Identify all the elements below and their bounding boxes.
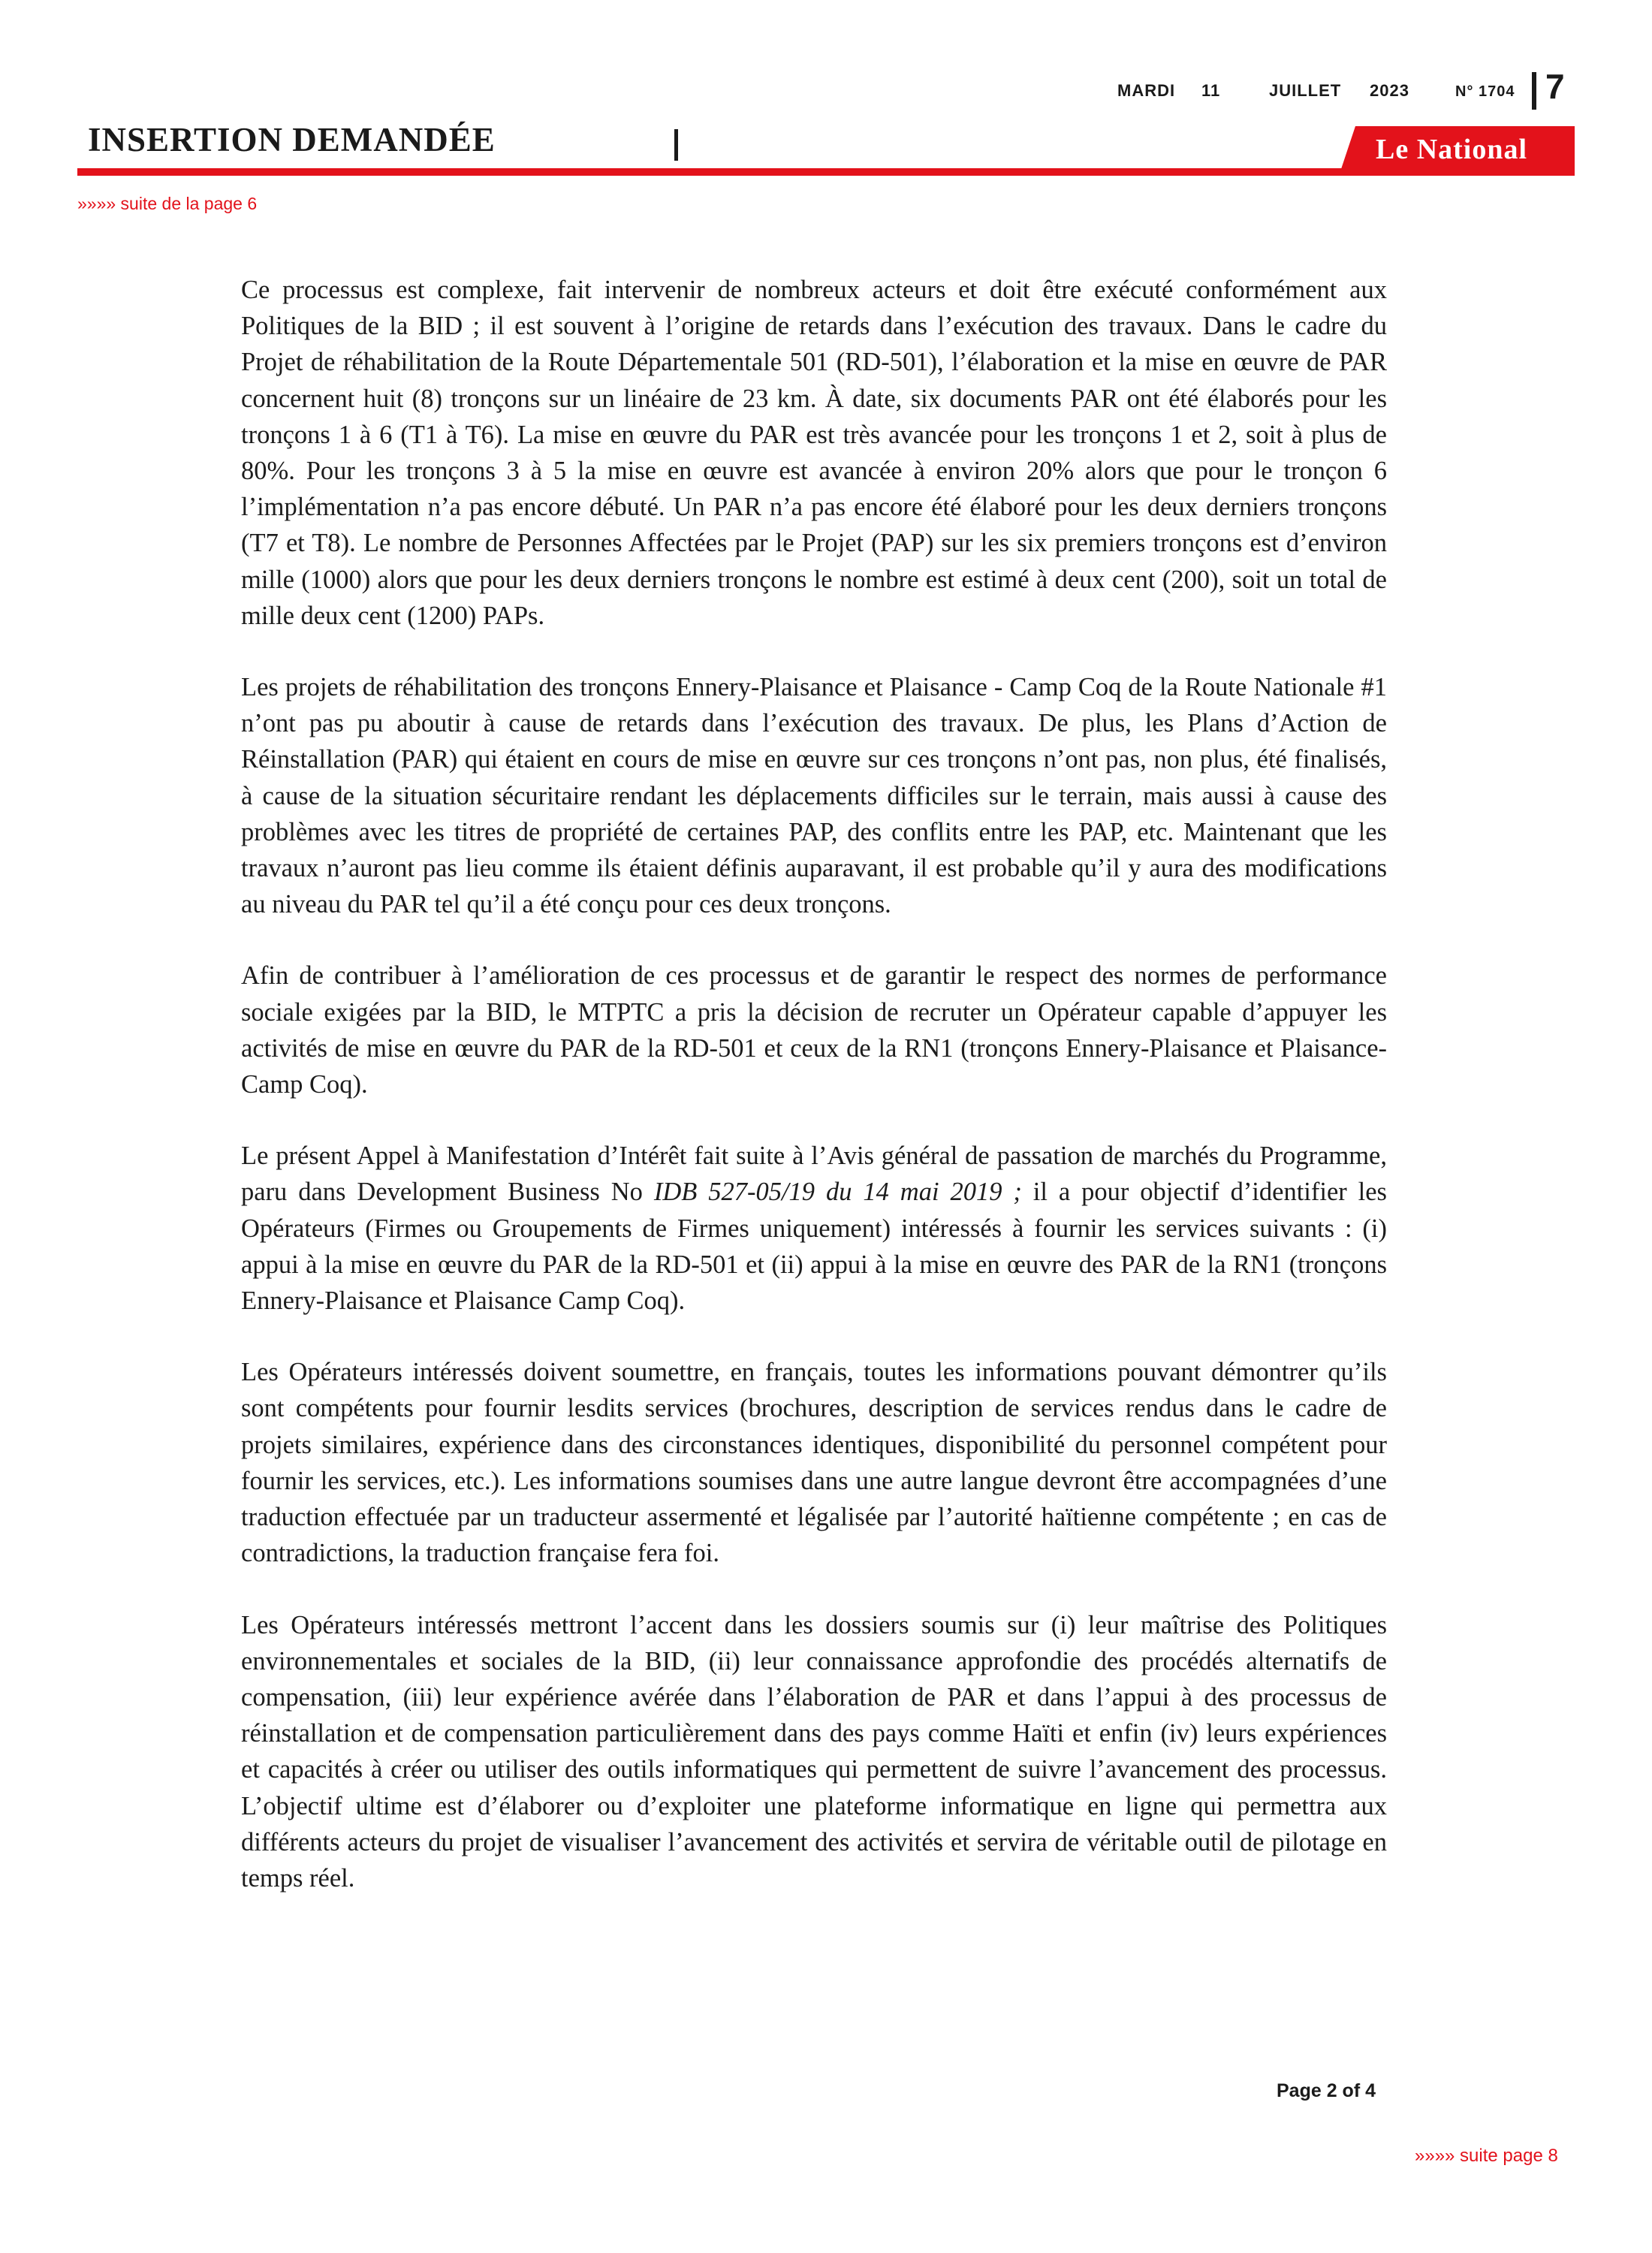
page-indicator: Page 2 of 4: [1277, 2080, 1376, 2101]
section-title: INSERTION DEMANDÉE: [88, 121, 496, 158]
article-paragraph: Les projets de réhabilitation des tronçons Ennery-Plaisance et Plaisance - Camp Coq de la Route Nationale #1 n’ont pas pu aboutir à cause de retards dans l’exécution des travaux. De plus, les Plans d’Action de Réinstallation (PAR) qui étaient en cours de mise en œuvre sur ces tronçons n’ont pas, non plus, été finalisés, à cause de la situation sécuritaire rendant les déplacements difficiles sur le terrain, mais aussi à cause des problèmes avec les titres de propriété de certaines PAP, des conflits entre les PAP, etc. Maintenant que les travaux n’auront pas lieu comme ils étaient définis auparavant, il est probable qu’il y aura des modifications au niveau du PAR tel qu’il a été conçu pour ces deux tronçons.: [241, 673, 1387, 919]
issue-day: MARDI: [1117, 81, 1176, 100]
ami-paragraph: [241, 1138, 1387, 1319]
ami-text-before: Le présent Appel à Manifestation d’Intérêt fait suite à l’Avis général de passation de marchés du Programme, paru dans Development Business No: [241, 1142, 1387, 1207]
article-paragraph: Afin de contribuer à l’amélioration de ces processus et de garantir le respect des normes de performance sociale exigées par la BID, le MTPTC a pris la décision de recruter un Opérateur capable d’appuyer les activités de mise en œuvre du PAR de la RD-501 et ceux de la RN1 (tronçons Ennery-Plaisance et Plaisance-Camp Coq).: [241, 961, 1387, 1099]
issue-info: [1117, 81, 1515, 101]
article-paragraph: Les Opérateurs intéressés doivent soumettre, en français, toutes les informations pouvant démontrer qu’ils sont compétents pour fournir lesdits services (brochures, description de services rendus dans le cadre de projets similaires, expérience dans des circonstances identiques, disponibilité du personnel compétent pour fournir les services, etc.). Les informations soumises dans une autre langue devront être accompagnées d’une traduction effectuée par un traducteur assermenté et légalisée par l’autorité haïtienne compétente ; en cas de contradictions, la traduction française fera foi.: [241, 1358, 1387, 1568]
continued-from-link[interactable]: »»»» suite de la page 6: [77, 194, 258, 213]
page-number-divider: [1532, 72, 1536, 110]
continued-to-link[interactable]: »»»» suite page 8: [1415, 2146, 1558, 2166]
article-body: [241, 272, 1387, 1896]
newspaper-brand: Le National: [1376, 134, 1528, 165]
article-paragraph: Ce processus est complexe, fait intervenir de nombreux acteurs et doit être exécuté conformément aux Politiques de la BID ; il est souvent à l’origine de retards dans l’exécution des travaux. Dans le cadre du Projet de réhabilitation de la Route Départementale 501 (RD-501), l’élaboration et la mise en œuvre de PAR concernent huit (8) tronçons sur un linéaire de 23 km. À date, six documents PAR ont été élaborés pour les tronçons 1 à 6 (T1 à T6). La mise en œuvre du PAR est très avancée pour les tronçons 1 et 2, soit à plus de 80%. Pour les tronçons 3 à 5 la mise en œuvre est avancée à environ 20% alors que pour le tronçon 6 l’implémentation n’a pas encore débuté. Un PAR n’a pas encore été élaboré pour les deux derniers tronçons (T7 et T8). Le nombre de Personnes Affectées par le Projet (PAP) sur les six premiers tronçons est d’environ mille (1000) alors que pour les deux derniers tronçons le nombre est estimé à deux cent (200), soit un total de mille deux cent (1200) PAPs.: [241, 276, 1387, 630]
ami-text-after: il a pour objectif d’identifier les Opérateurs (Firmes ou Groupements de Firmes uniquement) intéressés à fournir les services suivants : (i) appui à la mise en œuvre du PAR de la RD-501 et (ii) appui à la mise en œuvre des PAR de la RN1 (tronçons Ennery-Plaisance et Plaisance Camp Coq).: [241, 1178, 1387, 1316]
title-divider: [674, 129, 678, 161]
ami-reference: IDB 527-05/19 du 14 mai 2019 ;: [653, 1178, 1022, 1207]
issue-year: 2023: [1370, 81, 1409, 100]
issue-month: JUILLET: [1269, 81, 1342, 100]
issue-date: 11: [1201, 81, 1221, 100]
page-number: 7: [1545, 67, 1565, 106]
article-paragraph: Les Opérateurs intéressés mettront l’accent dans les dossiers soumis sur (i) leur maîtrise des Politiques environnementales et sociales de la BID, (ii) leur connaissance approfondie des procédés alternatifs de compensation, (iii) leur expérience avérée dans l’élaboration de PAR et dans l’appui à des processus de réinstallation et de compensation particulièrement dans des pays comme Haïti et enfin (iv) leurs expériences et capacités à créer ou utiliser des outils informatiques qui permettent de suivre l’avancement des processus. L’objectif ultime est d’élaborer ou d’exploiter une plateforme informatique en ligne qui permettra aux différents acteurs du projet de visualiser l’avancement des activités et servira de véritable outil de pilotage en temps réel.: [241, 1610, 1387, 1893]
issue-number: N° 1704: [1455, 83, 1515, 100]
